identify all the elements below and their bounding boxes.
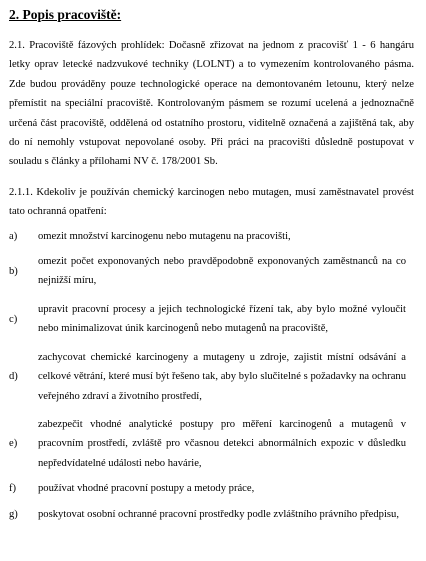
list-item-letter: c) [9, 313, 18, 325]
list-item-text: poskytovat osobní ochranné pracovní prostředky podle zvláštního právního předpisu, [38, 508, 399, 520]
list-item-text: používat vhodné pracovní postupy a metody práce, [38, 483, 255, 495]
list-item-text: omezit množství karcinogenu nebo mutagenu na pracovišti, [38, 230, 291, 242]
list-item-text: zabezpečit vhodné analytické postupy pro měření karcinogenů a mutagenů v pracovním prostředí, zvláště pro včasnou detekci abnormálních expozic v důsledku nepředvídatelné události nebo havárie, [38, 418, 406, 469]
list-item-letter: d) [9, 371, 18, 383]
paragraph-2-1-1: 2.1.1. Kdekoliv je používán chemický karcinogen nebo mutagen, musí zaměstnavatel provést tato ochranná opatření: [9, 186, 414, 218]
list-item [9, 348, 414, 406]
list-item [9, 415, 414, 473]
list-item [9, 252, 414, 291]
list-item [9, 227, 414, 246]
list-item-text: zachycovat chemické karcinogeny a mutageny u zdroje, zajistit místní odsávání a celkové větrání, které musí být řešeno tak, aby bylo slučitelné s požadavky na ochranu veřejného zdraví a životního prostředí, [38, 351, 406, 402]
list-item-letter: a) [9, 230, 18, 242]
section-heading: 2. Popis pracoviště: [9, 7, 122, 22]
list-item-letter: b) [9, 265, 18, 277]
list-item [9, 300, 414, 339]
measures-list [9, 227, 414, 524]
list-item-text: omezit počet exponovaných nebo pravděpodobně exponovaných zaměstnanců na co nejnižší míru, [38, 256, 406, 287]
list-item [9, 479, 414, 498]
list-item [9, 505, 414, 524]
list-item-letter: e) [9, 438, 18, 450]
list-item-letter: f) [9, 483, 17, 495]
paragraph-2-1: 2.1. Pracoviště fázových prohlídek: Dočasně zřizovat na jednom z pracovišť 1 - 6 hangáru letky oprav letecké nadzvukové techniky (LOLNT) a to vymezením kontrolovaného pásma. Zde budou prováděny pouze technologické operace na demontovaném letounu, který nelze přemístit na speciální pracoviště. Kontrolovaným pásmem se rozumí ucelená a jednoznačně určená část pracoviště, oddělená od ostatního prostoru, viditelně označená a zajištěná tak, aby do ní nemohly vstupovat nepovolané osoby. Při práci na pracovišti důsledně postupovat v souladu s články a přílohami NV č. 178/2001 Sb. [9, 40, 414, 168]
list-item-letter: g) [9, 508, 18, 520]
list-item-text: upravit pracovní procesy a jejich technologické řízení tak, aby bylo možné vyloučit nebo minimalizovat únik karcinogenů nebo mutagenů na pracoviště, [38, 303, 406, 335]
